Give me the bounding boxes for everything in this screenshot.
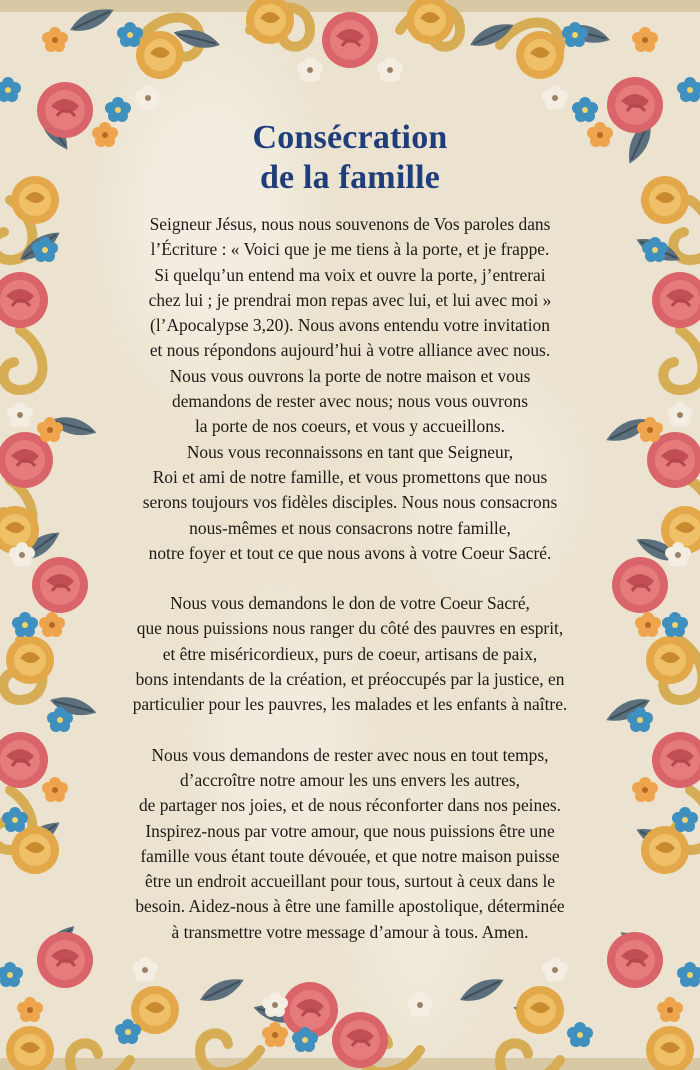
title-line-1: Consécration: [252, 119, 448, 156]
text-line: nous-mêmes et nous consacrons notre famille,: [189, 517, 511, 538]
text-line: l’Écriture : « Voici que je me tiens à la porte, et je frappe.: [150, 239, 550, 260]
text-line: à transmettre votre message d’amour à tous. Amen.: [171, 921, 529, 942]
text-line: Nous vous ouvrons la porte de notre maison et vous: [169, 365, 531, 386]
text-line: la porte de nos coeurs, et vous y accueillons.: [194, 416, 506, 437]
text-line: Seigneur Jésus, nous nous souvenons de Vos paroles dans: [149, 214, 551, 234]
text-line: de partager nos joies, et de nous réconforter dans nos peines.: [138, 795, 562, 816]
page-title: [110, 118, 590, 198]
paragraph-3: [110, 743, 590, 945]
title-line-2: de la famille: [259, 159, 441, 196]
prayer-body: [110, 212, 590, 945]
text-line: Si quelqu’un entend ma voix et ouvre la porte, j’entrerai: [154, 264, 546, 285]
text-line: chez lui ; je prendrai mon repas avec lui, et lui avec moi »: [148, 289, 552, 310]
text-line: (l’Apocalypse 3,20). Nous avons entendu votre invitation: [150, 315, 550, 336]
paragraph-2: [110, 591, 590, 717]
text-line: bons intendants de la création, et préoccupés par la justice, en: [135, 669, 565, 690]
paragraph-1: [110, 212, 590, 566]
text-line: Inspirez-nous par votre amour, que nous puissions être une: [145, 820, 555, 841]
text-line: serons toujours vos fidèles disciples. Nous nous consacrons: [142, 492, 558, 513]
text-line: famille vous étant toute dévouée, et que notre maison puisse: [140, 845, 560, 866]
text-line: particulier pour les pauvres, les malades et les enfants à naître.: [132, 694, 568, 715]
text-line: Nous vous demandons le don de votre Coeur Sacré,: [170, 593, 530, 614]
prayer-content: [110, 118, 590, 945]
text-line: notre foyer et tout ce que nous avons à votre Coeur Sacré.: [148, 542, 552, 563]
text-line: Nous vous reconnaissons en tant que Seigneur,: [186, 441, 514, 462]
text-line: être un endroit accueillant pour tous, surtout à ceux dans le: [145, 871, 555, 892]
text-line: d’accroître notre amour les uns envers les autres,: [180, 769, 520, 790]
text-line: besoin. Aidez-nous à être une famille apostolique, déterminée: [135, 896, 565, 917]
text-line: Roi et ami de notre famille, et vous promettons que nous: [152, 466, 548, 487]
text-line: et être miséricordieux, purs de coeur, artisans de paix,: [162, 643, 538, 664]
text-line: que nous puissions nous ranger du côté des pauvres en esprit,: [136, 618, 564, 639]
text-line: demandons de rester avec nous; nous vous ouvrons: [172, 391, 528, 412]
text-line: Nous vous demandons de rester avec nous en tout temps,: [151, 744, 549, 765]
text-line: et nous répondons aujourd’hui à votre alliance avec nous.: [149, 340, 551, 361]
